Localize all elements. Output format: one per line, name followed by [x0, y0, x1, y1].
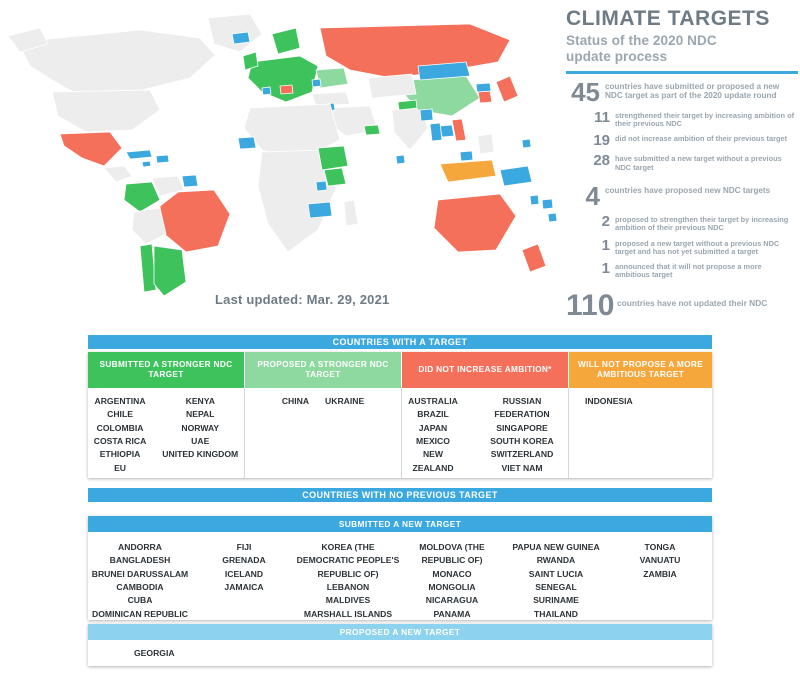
- country-item: KOREA (THE DEMOCRATIC PEOPLE'S REPUBLIC OF): [296, 542, 400, 579]
- title-and-stats: [566, 8, 798, 326]
- stat-text: did not increase ambition of their previous target: [615, 134, 788, 144]
- country-item: RUSSIAN FEDERATION: [494, 396, 550, 420]
- country-item: GRENADA: [222, 555, 266, 566]
- country-item: CAMBODIA: [116, 581, 164, 592]
- stat-number: 110: [566, 288, 615, 322]
- country-item: UAE: [191, 435, 210, 446]
- country-item: TONGA: [644, 542, 676, 552]
- stat-item: [588, 110, 798, 129]
- country-item: AUSTRALIA: [408, 396, 458, 406]
- country-item: JAMAICA: [224, 581, 264, 592]
- stat-item: [566, 76, 798, 107]
- country-list: [282, 395, 309, 408]
- country-item: GEORGIA: [134, 648, 175, 658]
- country-item: NORWAY: [181, 422, 220, 433]
- country-list: [504, 541, 608, 621]
- country-item: BRAZIL: [417, 409, 449, 420]
- stat-item: [566, 181, 798, 212]
- country-item: PANAMA: [433, 608, 471, 619]
- column-header: SUBMITTED A NEW TARGET: [88, 516, 712, 532]
- table-new-target: [88, 516, 712, 620]
- country-item: SENEGAL: [535, 581, 577, 592]
- country-item: INDONESIA: [585, 396, 633, 406]
- stat-text: have submitted a new target without a previous NDC target: [615, 154, 782, 172]
- country-item: DOMINICAN REPUBLIC: [92, 608, 188, 619]
- table-column-did-not-increase: [402, 352, 568, 478]
- country-item: SAINT LUCIA: [528, 568, 584, 579]
- table-with-target: [88, 352, 712, 478]
- country-list: [404, 395, 462, 475]
- country-list: [94, 395, 147, 475]
- country-item: ZAMBIA: [643, 568, 677, 579]
- country-item: CHILE: [107, 409, 133, 420]
- stat-text: strengthened their target by increasing ambition of their previous NDC: [615, 110, 795, 129]
- country-item: MARSHALL ISLANDS: [303, 608, 393, 619]
- stat-number: 19: [593, 132, 610, 150]
- country-item: FIJI: [236, 542, 252, 552]
- stat-item: [588, 153, 798, 172]
- country-list: [325, 395, 364, 408]
- country-item: SURINAME: [533, 595, 579, 606]
- country-item: SINGAPORE: [496, 422, 548, 433]
- world-map-svg: [0, 0, 560, 330]
- page-subtitle-line1: Status of the 2020 NDC: [566, 33, 717, 49]
- stat-item: [588, 214, 798, 233]
- stat-item: [588, 133, 798, 148]
- country-item: MEXICO: [416, 435, 450, 446]
- stat-text: countries have proposed new NDC targets: [605, 186, 771, 196]
- country-item: NICARAGUA: [425, 595, 479, 606]
- table-column-submitted-stronger: [88, 352, 244, 478]
- country-item: BANGLADESH: [109, 555, 171, 566]
- country-list: [162, 395, 238, 475]
- country-list: [478, 395, 566, 475]
- section-banner-with-target: COUNTRIES WITH A TARGET: [88, 335, 712, 349]
- stat-number: 1: [601, 236, 610, 254]
- country-item: SOUTH KOREA: [490, 435, 554, 446]
- stat-text: announced that it will not propose a more ambitious target: [615, 262, 762, 280]
- country-list: [192, 541, 296, 621]
- stat-number: 4: [585, 181, 600, 212]
- title-rule: [566, 71, 798, 74]
- country-item: ARGENTINA: [94, 396, 146, 406]
- stat-text: proposed to strengthen their target by increasing ambition of their previous NDC: [615, 215, 789, 233]
- world-map: [0, 0, 560, 330]
- country-item: NEW ZEALAND: [412, 449, 454, 473]
- country-item: UKRAINE: [325, 396, 365, 406]
- stat-text: countries have submitted or proposed a new NDC target as part of the 2020 update round: [605, 81, 780, 101]
- country-item: RWANDA: [536, 555, 576, 566]
- country-item: MONGOLIA: [428, 581, 476, 592]
- table-column-proposed-stronger: [245, 352, 401, 478]
- country-item: ANDORRA: [118, 542, 162, 552]
- country-list: [88, 541, 192, 621]
- country-item: MOLDOVA (THE REPUBLIC OF): [419, 542, 485, 566]
- country-item: VANUATU: [639, 555, 681, 566]
- country-item: KENYA: [185, 396, 215, 406]
- country-list: [296, 541, 400, 621]
- stat-item: [588, 238, 798, 257]
- country-item: COLOMBIA: [96, 422, 144, 433]
- country-item: COSTA RICA: [93, 435, 147, 446]
- country-list: [88, 640, 712, 658]
- country-item: MALDIVES: [325, 595, 371, 606]
- country-item: UNITED KINGDOM: [162, 449, 239, 460]
- column-header: PROPOSED A NEW TARGET: [88, 624, 712, 640]
- column-header: PROPOSED A STRONGER NDC TARGET: [245, 352, 401, 388]
- stat-item: [566, 288, 798, 322]
- column-header: WILL NOT PROPOSE A MORE AMBITIOUS TARGET: [569, 352, 712, 388]
- country-item: THAILAND: [534, 608, 578, 619]
- country-item: LEBANON: [326, 581, 370, 592]
- country-item: CUBA: [127, 595, 153, 606]
- page-title: CLIMATE TARGETS: [566, 7, 770, 30]
- country-item: VIET NAM: [501, 462, 543, 473]
- stat-text: proposed a new target without a previous NDC target and has not yet submitted a target: [615, 238, 780, 256]
- stat-number: 45: [571, 76, 600, 107]
- column-header: DID NOT INCREASE AMBITION*: [402, 352, 568, 388]
- map-last-updated: Last updated: Mar. 29, 2021: [215, 292, 390, 307]
- country-list: [608, 541, 712, 621]
- country-item: EU: [114, 462, 127, 473]
- stat-number: 11: [594, 108, 610, 126]
- country-item: ICELAND: [224, 568, 264, 579]
- stat-text: countries have not updated their NDC: [617, 297, 768, 308]
- country-item: PAPUA NEW GUINEA: [512, 542, 600, 552]
- table-column-will-not-propose: [569, 352, 712, 478]
- stat-number: 28: [593, 152, 610, 170]
- stat-item: [588, 261, 798, 280]
- country-list: [400, 541, 504, 621]
- stat-number: 1: [601, 260, 610, 278]
- stat-number: 2: [601, 213, 610, 231]
- country-item: CHINA: [281, 396, 310, 406]
- section-banner-no-previous-target: COUNTRIES WITH NO PREVIOUS TARGET: [88, 488, 712, 502]
- country-item: NEPAL: [186, 409, 215, 420]
- country-item: SWITZERLAND: [490, 449, 554, 460]
- country-item: BRUNEI DARUSSALAM: [91, 568, 189, 579]
- country-item: JAPAN: [418, 422, 448, 433]
- column-header: SUBMITTED A STRONGER NDC TARGET: [88, 352, 244, 388]
- table-proposed-new-target: [88, 624, 712, 666]
- country-item: ETHIOPIA: [99, 449, 141, 460]
- page-subtitle-line2: update process: [566, 48, 668, 64]
- country-item: MONACO: [432, 568, 472, 579]
